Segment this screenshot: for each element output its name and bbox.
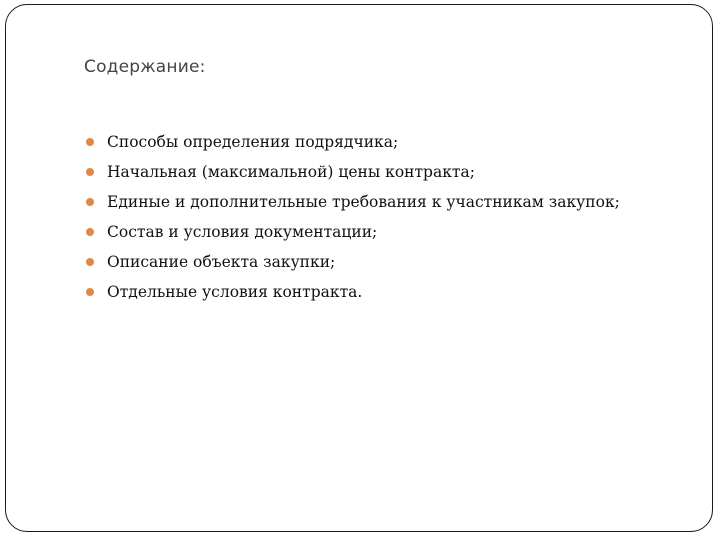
slide-frame bbox=[5, 4, 713, 532]
list-item bbox=[86, 217, 620, 247]
list-item bbox=[86, 277, 620, 307]
bullet-dot-icon bbox=[86, 138, 94, 146]
list-item bbox=[86, 247, 620, 277]
list-item bbox=[86, 127, 620, 157]
bullet-text: Начальная (максимальной) цены контракта; bbox=[107, 163, 475, 181]
bullet-text: Состав и условия документации; bbox=[107, 223, 378, 241]
bullet-text: Описание объекта закупки; bbox=[107, 253, 336, 271]
list-item bbox=[86, 187, 620, 217]
bullet-text: Отдельные условия контракта. bbox=[107, 283, 363, 301]
bullet-dot-icon bbox=[86, 228, 94, 236]
slide-title: Содержание: bbox=[84, 57, 206, 77]
bullet-text: Способы определения подрядчика; bbox=[107, 133, 399, 151]
bullet-dot-icon bbox=[86, 258, 94, 266]
bullet-text: Единые и дополнительные требования к участникам закупок; bbox=[107, 193, 620, 211]
bullet-dot-icon bbox=[86, 198, 94, 206]
list-item bbox=[86, 157, 620, 187]
bullet-dot-icon bbox=[86, 168, 94, 176]
bullet-list bbox=[86, 127, 620, 307]
bullet-dot-icon bbox=[86, 288, 94, 296]
